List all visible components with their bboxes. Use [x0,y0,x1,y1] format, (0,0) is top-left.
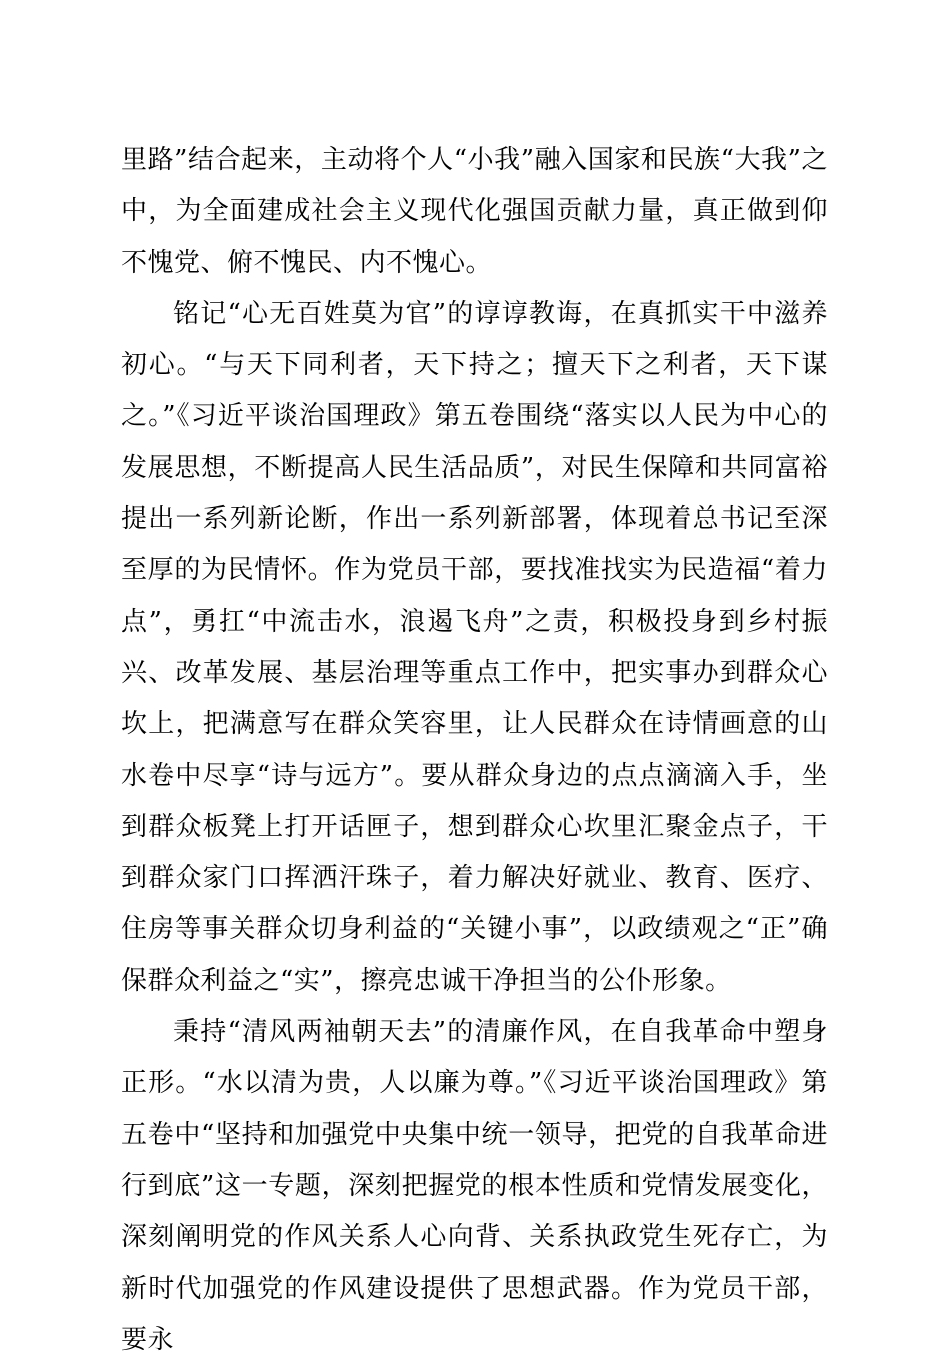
paragraph-people-centered: 铭记“心无百姓莫为官”的谆谆教诲，在真抓实干中滋养初心。“与天下同利者，天下持之；擅天下之利者，天下谋之。”《习近平谈治国理政》第五卷围绕“落实以人民为中心的发展思想，不断提高人民生活品质”，对民生保障和共同富裕提出一系列新论断，作出一系列新部署，体现着总书记至深至厚的为民情怀。作为党员干部，要找准找实为民造福“着力点”，勇扛“中流击水，浪遏飞舟”之责，积极投身到乡村振兴、改革发展、基层治理等重点工作中，把实事办到群众心坎上，把满意写在群众笑容里，让人民群众在诗情画意的山水卷中尽享“诗与远方”。要从群众身边的点点滴滴入手，坐到群众板凳上打开话匣子，想到群众心坎里汇聚金点子，干到群众家门口挥洒汗珠子，着力解决好就业、教育、医疗、住房等事关群众切身利益的“关键小事”，以政绩观之“正”确保群众利益之“实”，擦亮忠诚干净担当的公仆形象。 [121,298,828,996]
paragraph-integrity: 秉持“清风两袖朝天去”的清廉作风，在自我革命中塑身正形。“水以清为贵，人以廉为尊。”《习近平谈治国理政》第五卷中“坚持和加强党中央集中统一领导，把党的自我革命进行到底”这一专题，深刻把握党的根本性质和党情发展变化，深刻阐明党的作风关系人心向背、关系执政党生死存亡，为新时代加强党的作风建设提供了思想武器。作为党员干部，要永 [121,1017,828,1355]
paragraph-continuation: 里路”结合起来，主动将个人“小我”融入国家和民族“大我”之中，为全面建成社会主义现代化强国贡献力量，真正做到仰不愧党、俯不愧民、内不愧心。 [121,145,828,278]
document-body [121,135,828,1366]
